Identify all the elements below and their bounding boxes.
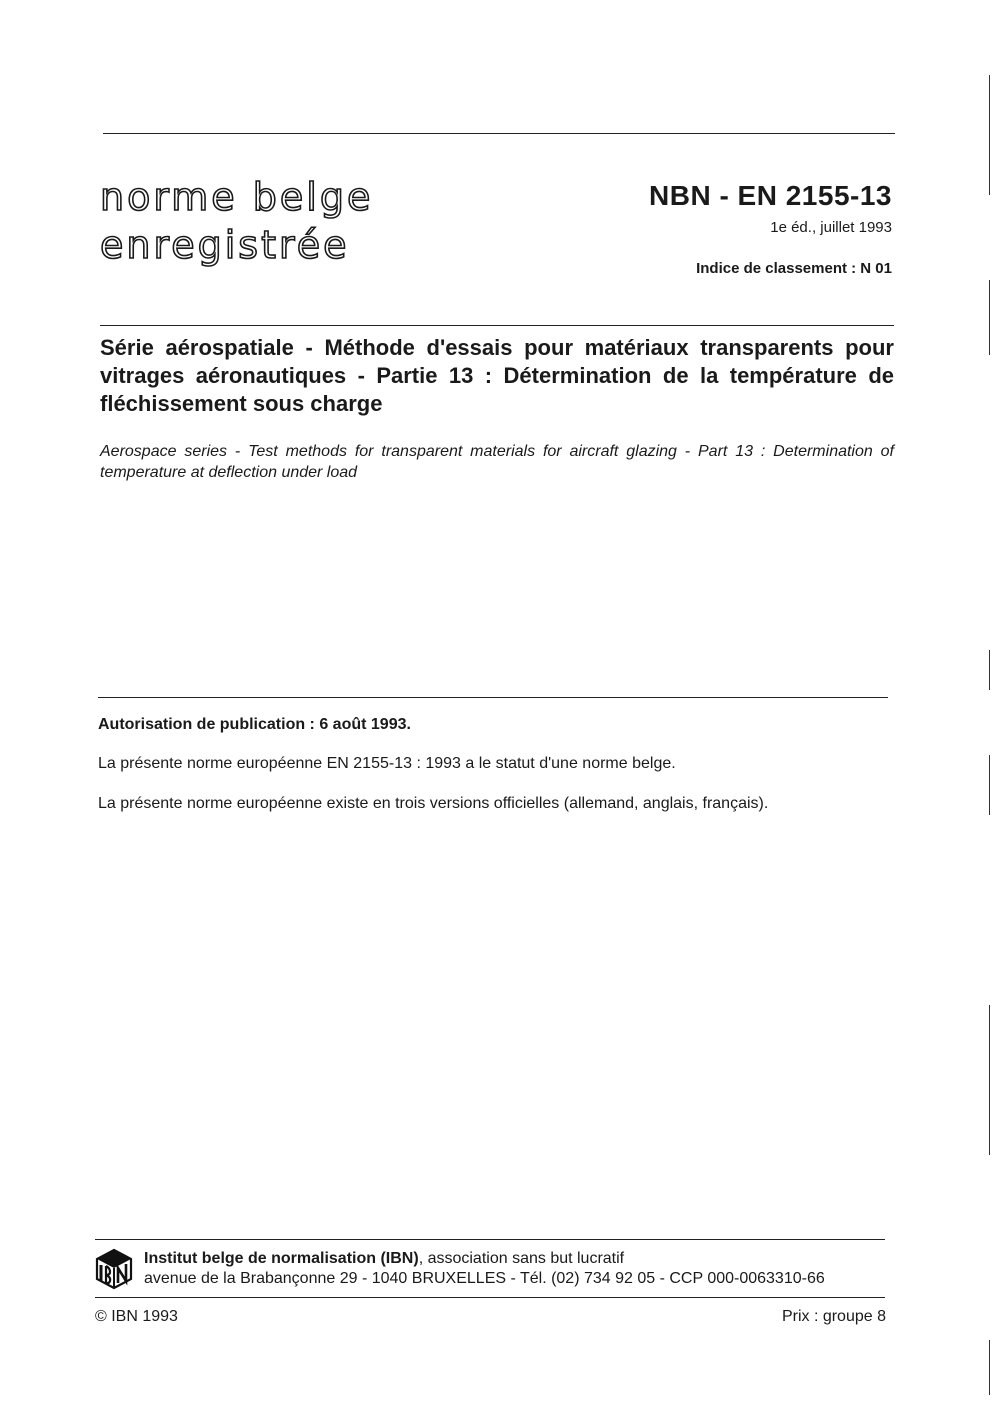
scan-edge-mark <box>989 1340 990 1395</box>
institute-name: Institut belge de normalisation (IBN) <box>144 1250 419 1267</box>
institute-suffix: , association sans but lucratif <box>418 1250 625 1267</box>
scan-edge-mark <box>989 755 990 815</box>
standard-code: NBN - EN 2155-13 <box>649 180 892 211</box>
classification-index: Indice de classement : N 01 <box>696 260 892 277</box>
price-group: Prix : groupe 8 <box>781 1308 886 1325</box>
scan-edge-mark <box>989 75 990 195</box>
badge-title-line1: norme belge <box>100 175 374 219</box>
english-title: Aerospace series - Test methods for transparent materials for aircraft glazing - Part 13 : Determination of temperature at deflection under load <box>100 443 894 481</box>
status-statement: La présente norme européenne EN 2155-13 : 1993 a le statut d'une norme belge. <box>98 755 676 772</box>
badge-title-line2: enregistrée <box>100 223 350 267</box>
title-rule <box>100 325 894 326</box>
body-rule <box>98 697 888 698</box>
french-title: Série aérospatiale - Méthode d'essais pour matériaux transparents pour vitrages aéronautiques - Partie 13 : Détermination de la température de fléchissement sous charge <box>100 335 894 416</box>
footer-rule-bottom <box>95 1297 885 1298</box>
top-rule <box>103 133 895 134</box>
scan-edge-mark <box>989 650 990 690</box>
scan-edge-mark <box>989 280 990 355</box>
edition-date: 1e éd., juillet 1993 <box>770 219 892 236</box>
copyright-notice: © IBN 1993 <box>95 1308 178 1325</box>
institute-address: avenue de la Brabançonne 29 - 1040 BRUXELLES - Tél. (02) 734 92 05 - CCP 000-0063310-66 <box>144 1270 825 1287</box>
institute-line <box>144 1250 624 1268</box>
scan-edge-mark <box>989 1005 990 1155</box>
footer-rule-top <box>95 1239 885 1240</box>
versions-statement: La présente norme européenne existe en trois versions officielles (allemand, anglais, français). <box>98 795 769 812</box>
ibn-logo-icon <box>95 1248 133 1290</box>
publication-authorization: Autorisation de publication : 6 août 1993. <box>98 716 411 733</box>
